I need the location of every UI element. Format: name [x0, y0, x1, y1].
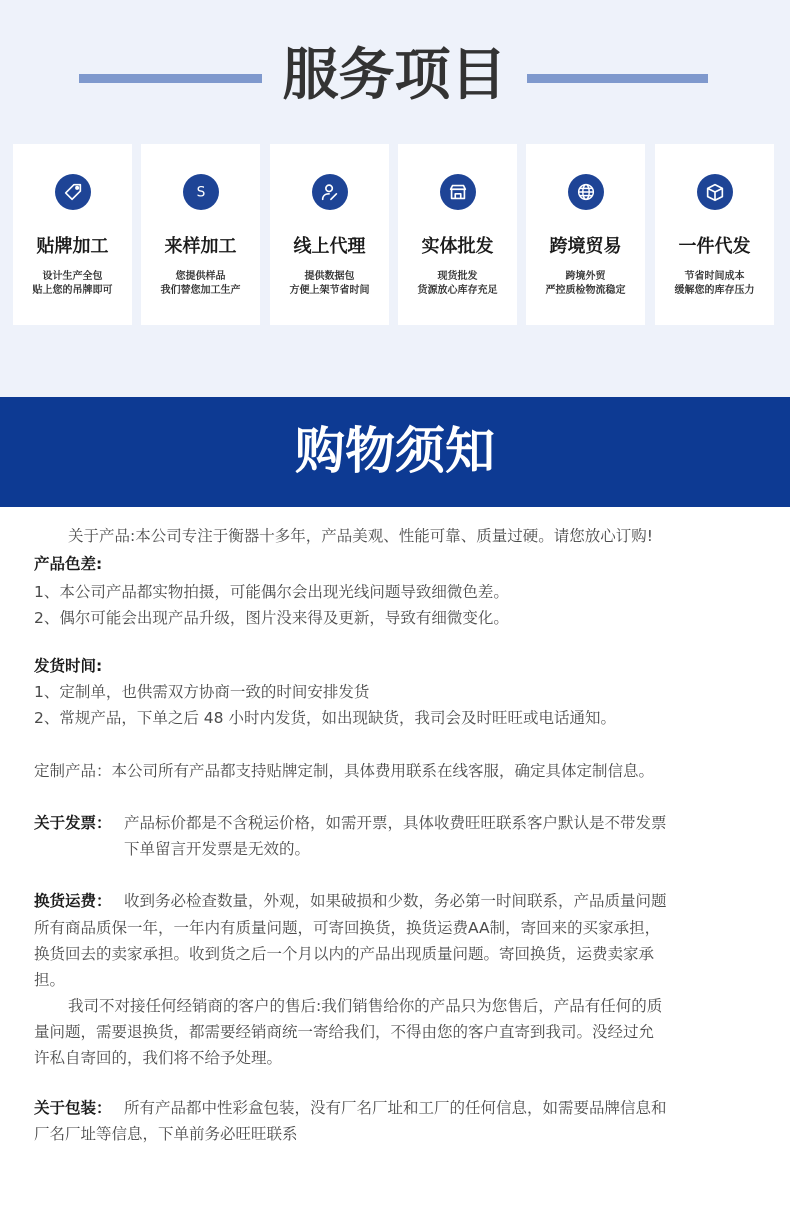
service-card-label: 一件代发: [678, 236, 751, 257]
service-card-sample[interactable]: [141, 144, 260, 325]
color-diff-heading: 产品色差:: [34, 555, 103, 573]
packaging-text: 厂名厂址等信息，下单前务必旺旺联系: [34, 1125, 298, 1143]
service-card-desc: 提供数据包 方便上架节省时间: [289, 271, 370, 296]
exchange-text: 担。: [34, 971, 66, 989]
dealer-text: 许私自寄回的，我们将不给予处理。: [34, 1049, 283, 1067]
user-edit-icon: [312, 174, 348, 210]
service-card-desc: 现货批发 货源放心库存充足: [417, 271, 498, 296]
packaging-text: 所有产品都中性彩盒包装，没有厂名厂址和工厂的任何信息，如需要品牌信息和: [124, 1099, 667, 1117]
color-diff-item: 2、偶尔可能会出现产品升级，图片没来得及更新，导致有细微变化。: [34, 609, 509, 627]
title-divider-right: [527, 74, 708, 83]
services-title-row: [0, 38, 790, 114]
shipping-item: 2、常规产品，下单之后 48 小时内发货，如出现缺货，我司会及时旺旺或电话通知。: [34, 709, 616, 727]
service-card-crossborder[interactable]: [526, 144, 645, 325]
service-card-desc: 跨境外贸 严控质检物流稳定: [545, 271, 626, 296]
service-card-desc: 设计生产全包 贴上您的吊牌即可: [32, 271, 113, 296]
dollar-icon: [183, 174, 219, 210]
dealer-text: 量问题，需要退换货，都需要经销商统一寄给我们，不得由您的客户直寄到我司。没经过允: [34, 1023, 655, 1041]
exchange-text: 收到务必检查数量，外观，如果破损和少数，务必第一时间联系，产品质量问题: [124, 892, 667, 910]
packaging-heading: 关于包装：: [34, 1099, 112, 1117]
invoice-text: 下单留言开发票是无效的。: [124, 840, 311, 858]
intro-text: 关于产品:本公司专注于衡器十多年，产品美观、性能可靠、质量过硬。请您放心订购!: [68, 527, 653, 545]
service-card-label: 线上代理: [293, 236, 366, 257]
service-card-label: 贴牌加工: [36, 236, 109, 257]
custom-product-text: 定制产品：本公司所有产品都支持贴牌定制，具体费用联系在线客服，确定具体定制信息。: [34, 762, 655, 780]
service-card-wholesale[interactable]: [398, 144, 517, 325]
service-card-dropship[interactable]: [655, 144, 774, 325]
services-title: 服务项目: [282, 43, 507, 108]
box-icon: [697, 174, 733, 210]
service-card-label: 实体批发: [421, 236, 494, 257]
shipping-item: 1、定制单，也供需双方协商一致的时间安排发货: [34, 683, 370, 701]
shopping-notice-banner: [0, 397, 790, 507]
service-card-desc: 节省时间成本 缓解您的库存压力: [674, 271, 755, 296]
service-card-label: 来样加工: [164, 236, 237, 257]
service-card-agent[interactable]: [270, 144, 389, 325]
invoice-text: 产品标价都是不含税运价格，如需开票，具体收费旺旺联系客户默认是不带发票: [124, 814, 667, 832]
shopping-notice-title: 购物须知: [295, 422, 495, 480]
service-card-desc: 您提供样品 我们替您加工生产: [160, 271, 241, 296]
title-divider-left: [79, 74, 262, 83]
tag-icon: [55, 174, 91, 210]
svg-text:S: S: [196, 184, 206, 201]
dealer-text: 我司不对接任何经销商的客户的售后:我们销售给你的产品只为您售后，产品有任何的质: [68, 997, 663, 1015]
storefront-icon: [440, 174, 476, 210]
color-diff-item: 1、本公司产品都实物拍摄，可能偶尔会出现光线问题导致细微色差。: [34, 583, 509, 601]
exchange-text: 换货回去的卖家承担。收到货之后一个月以内的产品出现质量问题。寄回换货，运费卖家承: [34, 945, 655, 963]
service-card-oem[interactable]: [13, 144, 132, 325]
services-section: [0, 0, 790, 397]
exchange-heading: 换货运费：: [34, 892, 112, 910]
shipping-heading: 发货时间:: [34, 657, 103, 675]
service-card-label: 跨境贸易: [549, 236, 622, 257]
invoice-heading: 关于发票：: [34, 814, 112, 832]
exchange-text: 所有商品质保一年，一年内有质量问题，可寄回换货，换货运费AA制，寄回来的买家承担，: [34, 919, 661, 937]
globe-icon: [568, 174, 604, 210]
